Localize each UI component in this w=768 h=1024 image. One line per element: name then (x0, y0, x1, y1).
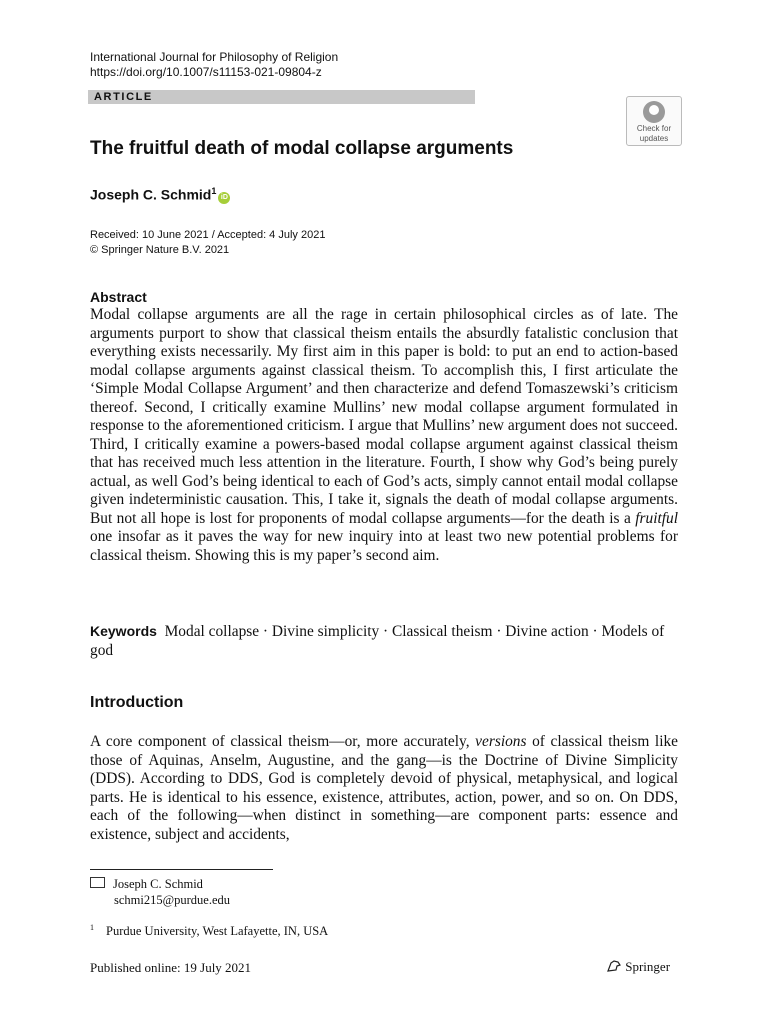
abstract-text (90, 306, 678, 565)
affiliation-footnote (90, 920, 328, 939)
contact-email[interactable]: schmi215@purdue.edu (114, 893, 231, 907)
publication-dates (90, 228, 325, 258)
envelope-icon (90, 877, 105, 888)
contact-footnote (90, 876, 230, 908)
keywords-label: Keywords (90, 623, 157, 639)
springer-horse-icon (606, 959, 622, 973)
orcid-icon[interactable]: iD (218, 192, 230, 204)
abstract-part1: Modal collapse arguments are all the rage in certain philosophical circles as of late. The arguments purport to show that classical theism entails the absurdly fatalistic conclusion that everything exists necessarily. My first aim in this paper is bold: to put an end to action-based modal collapse arguments against classical theism. To accomplish this, I first articulate the ‘Simple Modal Collapse Argument’ and then characterize and defend Tomaszewski’s criticism thereof. Second, I critically examine Mullins’ new modal collapse argument formulated in response to the aforementioned criticism. I argue that Mullins’ new argument does not succeed. Third, I critically examine a powers-based modal collapse argument against classical theism that has received much less attention in the literature. Fourth, I show why God’s being purely actual, as well God’s being identical to each of God’s acts, simply cannot entail modal collapse given indeterministic causation. This, I take it, signals the death of modal collapse arguments. But not all hope is lost for proponents of modal collapse arguments—for the death is a (90, 306, 678, 527)
abstract-emphasis: fruitful (635, 509, 678, 527)
abstract-part2: one insofar as it paves the way for new inquiry into at least two new potential problems for classical theism. Showing this is my paper’s second aim. (90, 528, 678, 564)
update-check-icon (643, 101, 665, 123)
badge-text-line1: Check for (636, 124, 672, 133)
intro-emphasis: versions (475, 733, 527, 750)
journal-header (90, 50, 338, 80)
published-online: Published online: 19 July 2021 (90, 960, 252, 975)
keywords (90, 622, 678, 660)
intro-part1: A core component of classical theism—or, more accurately, (90, 733, 476, 750)
doi-link[interactable]: https://doi.org/10.1007/s11153-021-09804-z (90, 65, 322, 79)
author-line (90, 186, 230, 204)
keywords-list: Modal collapse · Divine simplicity · Classical theism · Divine action · Models of god (90, 623, 665, 659)
author-affil-sup: 1 (211, 186, 217, 196)
publisher-logo (606, 959, 670, 975)
affiliation-number: 1 (90, 923, 94, 932)
check-for-updates-button[interactable] (626, 96, 682, 146)
footnote-divider (90, 869, 273, 870)
contact-name: Joseph C. Schmid (113, 877, 203, 891)
publisher-name: Springer (625, 959, 671, 974)
affiliation-text: Purdue University, West Lafayette, IN, USA (106, 924, 329, 939)
received-accepted: Received: 10 June 2021 / Accepted: 4 July 2021 (90, 229, 326, 241)
badge-text-line2: updates (639, 134, 669, 143)
abstract-heading: Abstract (90, 289, 147, 305)
introduction-text (90, 733, 678, 844)
article-type-bar: ARTICLE (88, 90, 475, 104)
copyright: © Springer Nature B.V. 2021 (90, 244, 230, 256)
introduction-heading: Introduction (90, 694, 184, 711)
paper-title: The fruitful death of modal collapse arguments (90, 138, 514, 159)
journal-name: International Journal for Philosophy of Religion (90, 50, 339, 64)
author-name: Joseph C. Schmid (90, 186, 212, 203)
intro-part2: of classical theism like those of Aquinas, Anselm, Augustine, and the gang—is the Doctrine of Divine Simplicity (DDS). According to DDS, God is completely devoid of physical, metaphysical, and logical parts. He is identical to his essence, existence, attributes, action, power, and so on. On DDS, each of the following—when distinct in something—are component parts: essence and existence, subject and accidents, (90, 733, 679, 843)
